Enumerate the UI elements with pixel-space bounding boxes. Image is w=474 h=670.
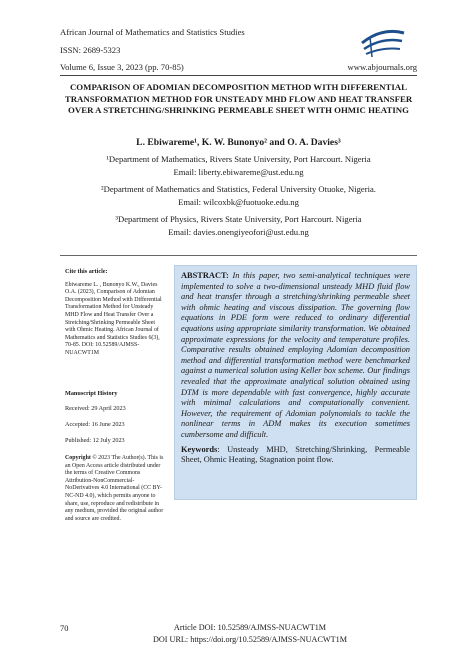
affiliation-1 [60, 153, 417, 178]
keywords [181, 445, 410, 466]
abstract-box [174, 265, 417, 500]
cite-block [65, 268, 165, 358]
accepted-date: Accepted: 16 June 2023 [65, 421, 125, 428]
copyright-block [65, 455, 165, 523]
copyright-text: © 2023 The Author(s). This is an Open Access article distributed under the terms of Creative Commons Attribution-NonCommercial-NoDerivatives 4.0 International (CC BY-NC-ND 4.0), which permits anyone to share, use, reproduce and redistribute in any medium, provided the original author and source are credited. [65, 455, 164, 522]
volume-info: Volume 6, Issue 3, 2023 (pp. 70-85) [60, 62, 184, 72]
header-rule [60, 75, 417, 76]
page-number: 70 [60, 624, 69, 633]
issn: ISSN: 2689-5323 [60, 45, 121, 55]
journal-name: African Journal of Mathematics and Statistics Studies [60, 27, 245, 37]
journal-logo-icon [352, 23, 412, 59]
doi-url-link[interactable]: DOI URL: https://doi.org/10.52589/AJMSS-NUACWT1M [152, 635, 348, 644]
article-title: COMPARISON OF ADOMIAN DECOMPOSITION METHOD WITH DIFFERENTIAL TRANSFORMATION METHOD FOR UNSTEADY MHD FLOW AND HEAT TRANSFER OVER A STRETCHING/SHRINKING PERMEABLE SHEET WITH OHMIC HEATING [64, 82, 413, 116]
section-rule [60, 255, 417, 256]
copyright-label: Copyright [65, 455, 91, 461]
abstract-label: ABSTRACT: [181, 271, 229, 280]
cite-heading: Cite this article: [65, 268, 108, 275]
affiliation-3 [60, 213, 417, 238]
manuscript-history-heading: Manuscript History [65, 390, 118, 397]
affiliation-2 [60, 183, 417, 208]
affiliation-email: Email: liberty.ebiwareme@ust.edu.ng [173, 166, 304, 177]
keywords-label: Keywords [181, 444, 218, 454]
keywords-text: : Unsteady MHD, Stretching/Shrinking, Permeable Sheet, Ohmic Heating, Stagnation point flow. [181, 444, 410, 465]
affiliation-email: Email: davies.onengiyeofori@ust.edu.ng [168, 226, 309, 237]
affiliation-dept: ³Department of Physics, Rivers State University, Port Harcourt. Nigeria [115, 214, 362, 224]
affiliation-dept: ¹Department of Mathematics, Rivers State University, Port Harcourt. Nigeria [106, 154, 371, 164]
abstract-text: In this paper, two semi-analytical techniques were implemented to solve a two-dimensional unsteady MHD fluid flow and heat transfer through a stretching/shrinking permeable sheet with ohmic heating and viscous dissipation. The governing flow equations in PDE form were reduced to ordinary differential equations using appropriate similarity transformation. We obtained approximate expressions for the velocity and temperature profiles. Comparative results obtained employing Adomian decomposition method and differential transformation method were benchmarked against a numerical solution using Keller box scheme. Our findings revealed that the approximate analytical solution obtained using DTM is more dependable with fast convergence, highly accurate with minimal calculations and computationally convenient. However, the requirement of Adomian polynomials to tackle the nonlinear terms in ADM makes its execution sometimes cumbersome and difficult. [181, 271, 410, 439]
affiliation-dept: ²Department of Mathematics and Statistics, Federal University Otuoke, Nigeria. [101, 184, 376, 194]
published-date: Published: 12 July 2023 [65, 437, 125, 444]
cite-text: Ebiwareme L. , Bunonyo K.W., Davies O.A. (2023), Comparison of Adomian Decomposition Method with Differential Transformation Method for Unsteady MHD Flow and Heat Transfer Over a Stretching/Shrinking Permeable Sheet with Ohmic Heating. African Journal of Mathematics and Statistics Studies 6(3), 70-85. DOI: 10.52589/AJMSS-NUACWT1M [65, 281, 162, 356]
journal-website-link[interactable]: www.abjournals.org [347, 62, 417, 72]
received-date: Received: 29 April 2023 [65, 405, 126, 412]
affiliation-email: Email: wilcoxbk@fuotuoke.edu.ng [178, 196, 299, 207]
article-authors: L. Ebiwareme¹, K. W. Bunonyo² and O. A. Davies³ [136, 137, 341, 148]
article-doi: Article DOI: 10.52589/AJMSS-NUACWT1M [173, 623, 327, 632]
